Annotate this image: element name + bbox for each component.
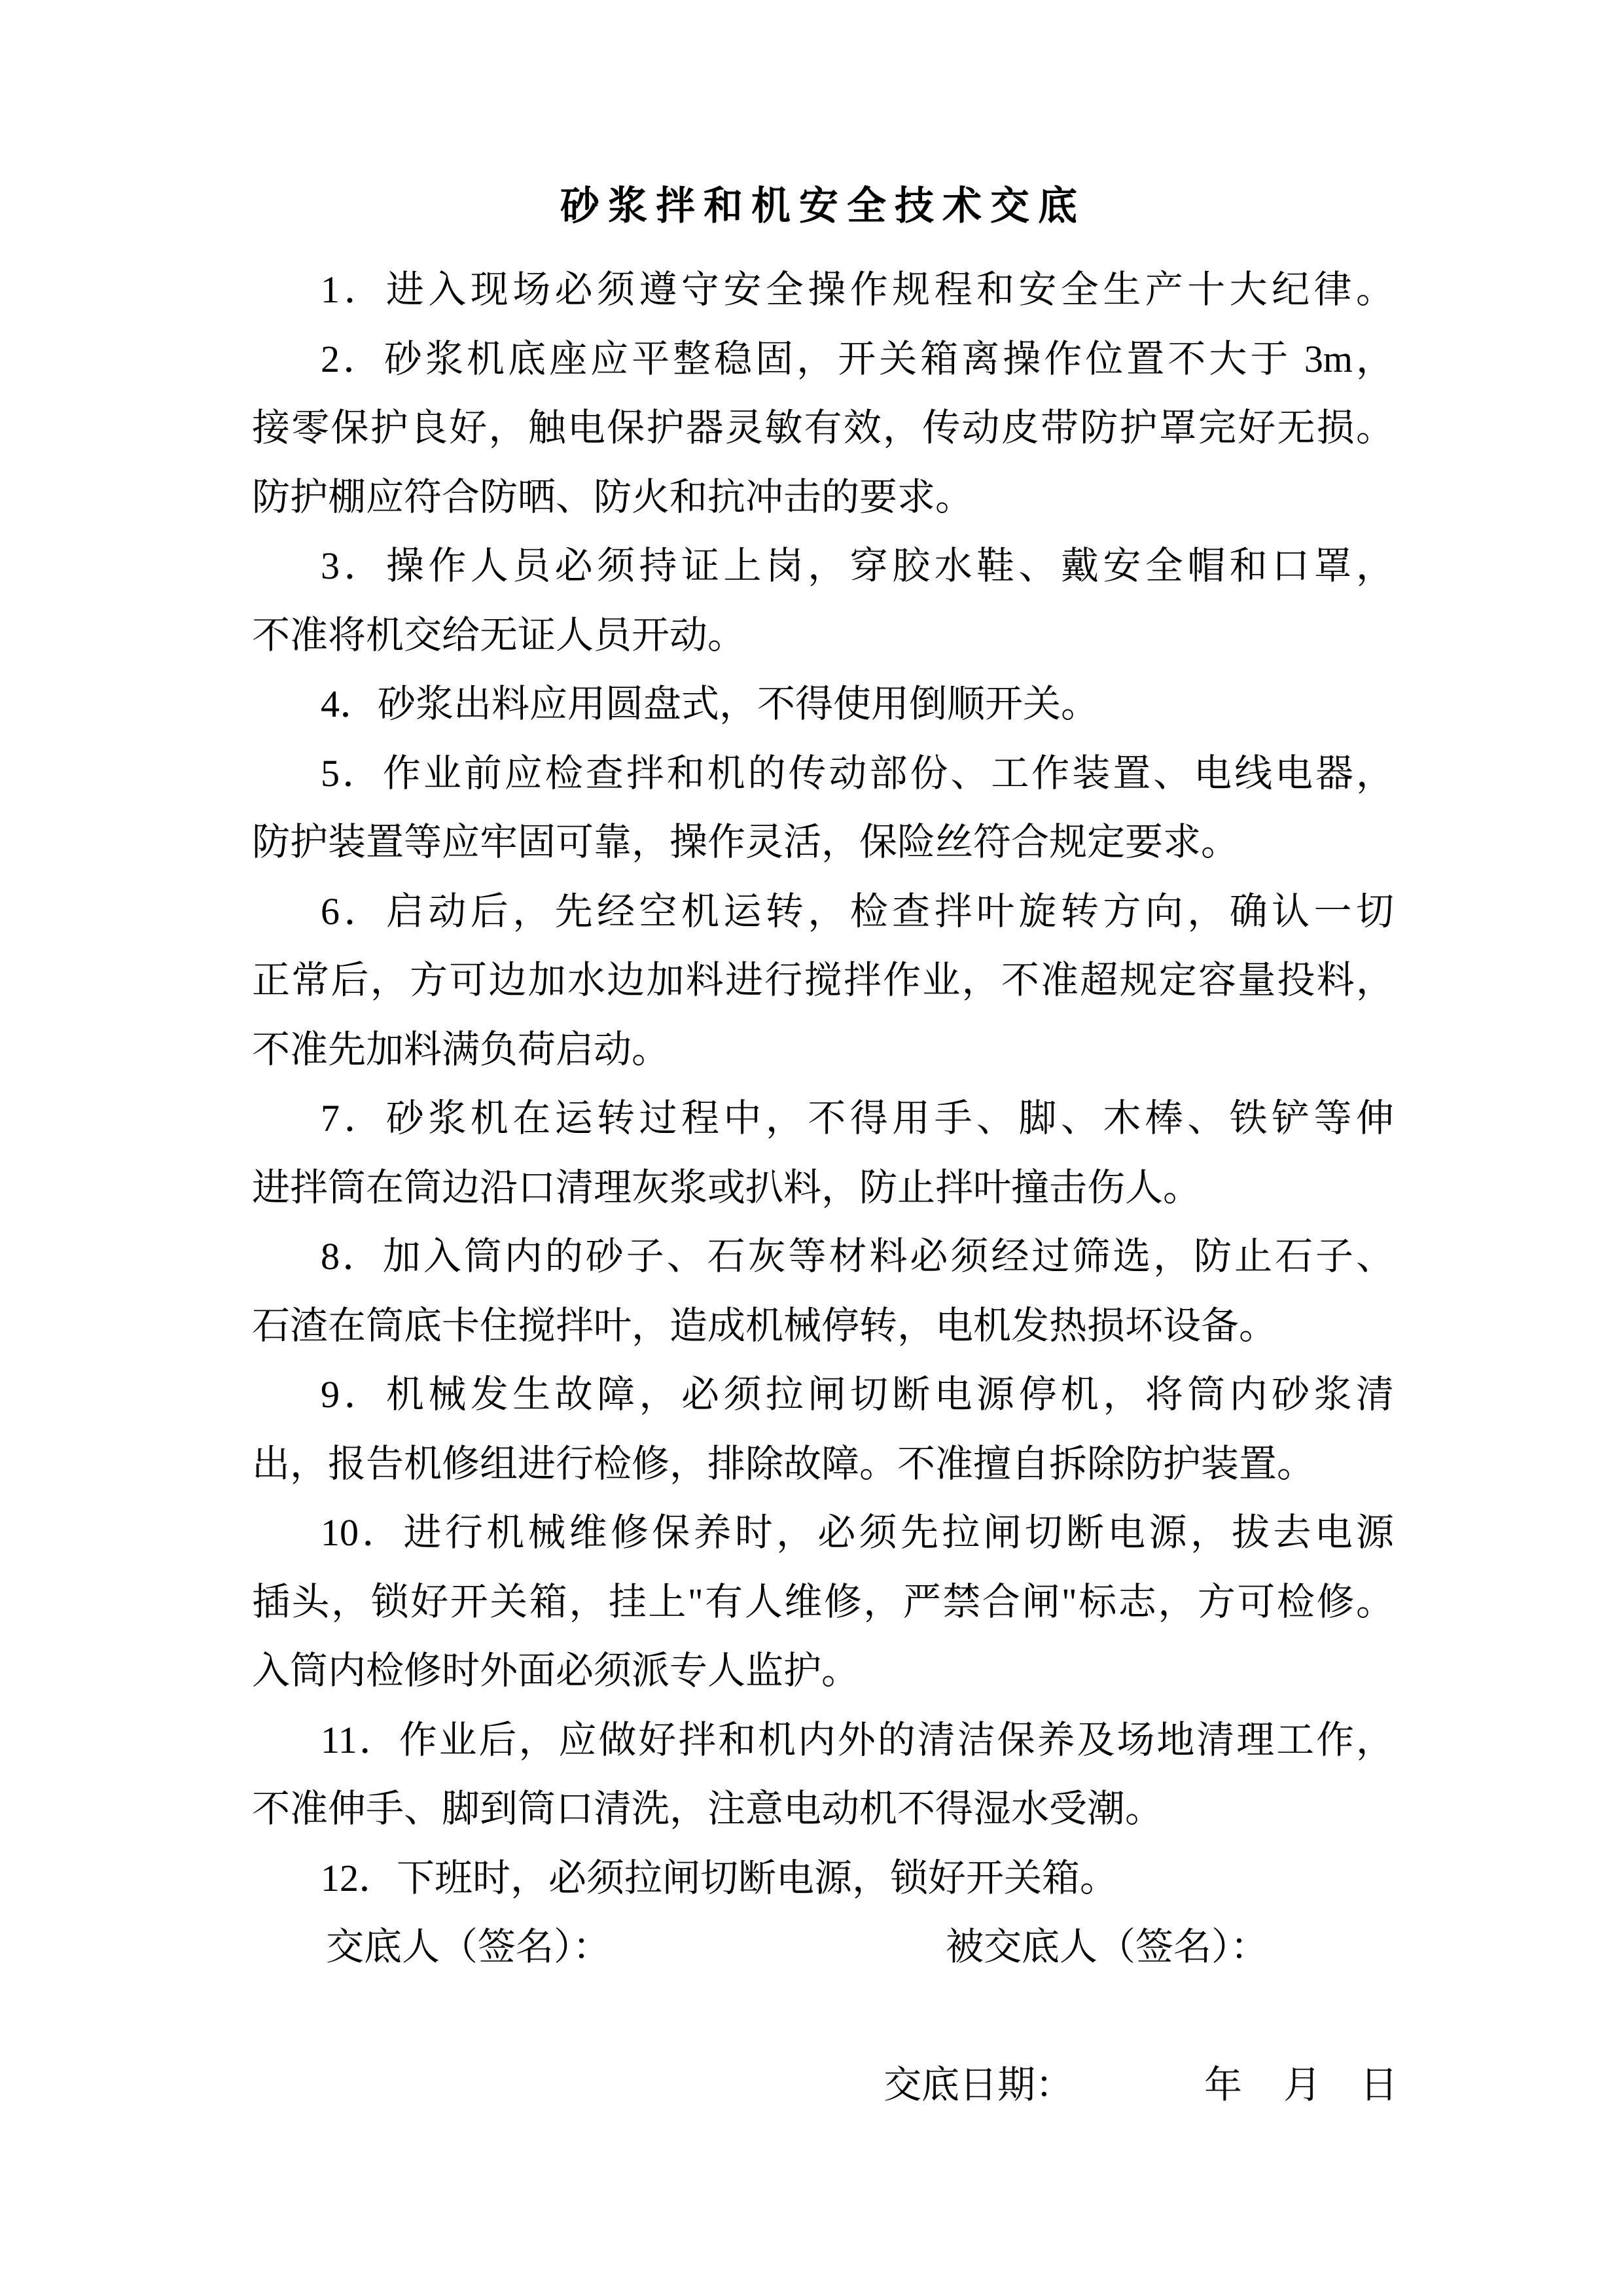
document-line: 6．启动后，先经空机运转，检查拌叶旋转方向，确认一切 — [321, 889, 1394, 933]
document-line: 3．操作人员必须持证上岗，穿胶水鞋、戴安全帽和口罩， — [321, 545, 1394, 587]
date-line — [252, 2051, 1399, 2120]
document-line: 出，报告机修组进行检修，排除故障。不准擅自拆除防护装置。 — [252, 1442, 1315, 1485]
document-line: 插头，锁好开关箱，挂上"有人维修，严禁合闸"标志，方可检修。 — [252, 1580, 1394, 1623]
date-day-label: 日 — [1360, 2064, 1399, 2106]
document-line: 不准将机交给无证人员开动。 — [252, 613, 746, 656]
date-label: 交底日期： — [883, 2064, 1074, 2106]
document-line: 9．机械发生故障，必须拉闸切断电源停机，将筒内砂浆清 — [321, 1373, 1394, 1416]
document-line: 不准伸手、脚到筒口清洗，注意电动机不得湿水受潮。 — [252, 1787, 1164, 1830]
document-line: 防护装置等应牢固可靠，操作灵活，保险丝符合规定要求。 — [252, 821, 1240, 863]
document-line: 12．下班时，必须拉闸切断电源，锁好开关箱。 — [321, 1856, 1118, 1899]
date-month-label: 月 — [1283, 2064, 1322, 2106]
document-line: 进拌筒在筒边沿口清理灰浆或扒料，防止拌叶撞击伤人。 — [252, 1166, 1202, 1209]
document-line: 11．作业后，应做好拌和机内外的清洁保养及场地清理工作， — [321, 1718, 1394, 1761]
document-line: 8．加入筒内的砂子、石灰等材料必须经过筛选，防止石子、 — [321, 1235, 1394, 1278]
document-line: 5．作业前应检查拌和机的传动部份、工作装置、电线电器， — [321, 751, 1394, 795]
document-line: 不准先加料满负荷启动。 — [252, 1028, 670, 1071]
document-line: 7．砂浆机在运转过程中，不得用手、脚、木棒、铁铲等伸 — [321, 1097, 1394, 1139]
briefer-signature-label: 交底人（签名）： — [326, 1926, 611, 1968]
document-line: 接零保护良好，触电保护器灵敏有效，传动皮带防护罩完好无损。 — [252, 406, 1394, 449]
document-lines — [252, 255, 1394, 1912]
document-line: 1．进入现场必须遵守安全操作规程和安全生产十大纪律。 — [321, 268, 1394, 311]
document-line: 正常后，方可边加水边加料进行搅拌作业，不准超规定容量投料， — [252, 959, 1394, 1001]
document-line: 10．进行机械维修保养时，必须先拉闸切断电源，拔去电源 — [321, 1511, 1394, 1554]
document-line: 入筒内检修时外面必须派专人监护。 — [252, 1649, 860, 1692]
date-year-label: 年 — [1204, 2064, 1243, 2106]
document-line: 石渣在筒底卡住搅拌叶，造成机械停转，电机发热损坏设备。 — [252, 1304, 1277, 1347]
page-title: 砂浆拌和机安全技术交底 — [560, 185, 1086, 228]
document-line: 4．砂浆出料应用圆盘式，不得使用倒顺开关。 — [321, 683, 1099, 725]
briefed-signature-label: 被交底人（签名）： — [946, 1926, 1269, 1968]
document-line: 2．砂浆机底座应平整稳固，开关箱离操作位置不大于 3m， — [321, 337, 1394, 380]
document-line: 防护棚应符合防晒、防火和抗冲击的要求。 — [252, 475, 974, 518]
signature-line — [252, 1912, 1394, 1982]
